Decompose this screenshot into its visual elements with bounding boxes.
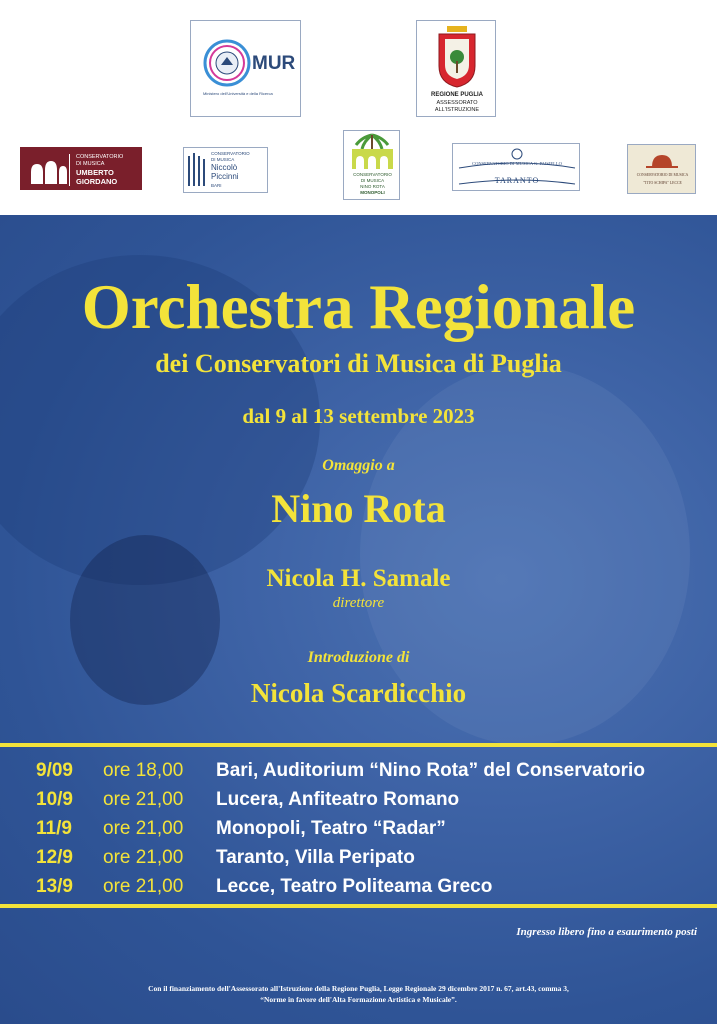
- conductor-name: Nicola H. Samale: [266, 565, 451, 592]
- piccinni-line1: CONSERVATORIO: [211, 151, 250, 156]
- schipa-line2: "TITO SCHIPA" LECCE: [643, 181, 682, 185]
- regione-puglia-logo: [416, 20, 496, 117]
- schedule-date: 9/09: [36, 760, 73, 781]
- schedule-date: 11/9: [36, 818, 72, 839]
- puglia-line2: ASSESSORATO: [436, 100, 478, 106]
- conductor-role: direttore: [332, 595, 385, 611]
- giordano-arches-icon: [21, 148, 71, 190]
- schedule-date: 10/9: [36, 789, 73, 810]
- homage-name: Nino Rota: [271, 486, 446, 531]
- schedule-row: [0, 818, 717, 847]
- rota-line2: DI MUSICA: [360, 178, 385, 183]
- rota-monopoli-logo: [343, 130, 400, 200]
- rota-line3: NINO ROTA: [360, 184, 385, 189]
- orchestra-title: Orchestra Regionale: [81, 272, 636, 342]
- orchestra-subtitle: dei Conservatori di Musica di Puglia: [155, 349, 562, 378]
- schedule-time: ore 21,00: [103, 847, 184, 868]
- paisiello-taranto-logo: [452, 143, 580, 191]
- piccinni-logo: [183, 147, 268, 193]
- schipa-emblem-icon: [628, 145, 696, 175]
- entry-note: Ingresso libero fino a esaurimento posti: [516, 926, 697, 938]
- schedule-place: Monopoli, Teatro “Radar”: [216, 818, 446, 839]
- giordano-line2: DI MUSICA: [76, 161, 105, 167]
- paisiello-line1: CONSERVATORIO DI MUSICA G. PAISIELLO: [472, 161, 562, 166]
- schedule-row: [0, 760, 717, 789]
- schedule-time: ore 21,00: [103, 876, 184, 897]
- piccinni-line2: DI MUSICA: [211, 157, 235, 162]
- mur-title: MUR: [252, 53, 296, 74]
- schedule-row: [0, 847, 717, 876]
- schedule-row: [0, 789, 717, 818]
- schedule-date: 12/9: [36, 847, 73, 868]
- piccinni-line4: Piccinni: [211, 172, 239, 181]
- schedule-date: 13/9: [36, 876, 73, 897]
- schedule-bottom-line: [0, 904, 717, 908]
- schedule-place: Taranto, Villa Peripato: [216, 847, 415, 868]
- rota-line1: CONSERVATORIO: [353, 172, 392, 177]
- intro-label: Introduzione di: [307, 649, 410, 666]
- paisiello-line2: TARANTO: [494, 176, 540, 185]
- rota-palm-arches-icon: [344, 131, 400, 171]
- piccinni-line3: Niccolò: [211, 163, 238, 172]
- funding-line-1: Con il finanziamento dell'Assessorato all'Istruzione della Regione Puglia, Legge Regionale 29 dicembre 2017 n. 67, art.43, comma 3,: [148, 984, 569, 993]
- puglia-crest-icon: [417, 21, 496, 91]
- schedule-place: Lecce, Teatro Politeama Greco: [216, 876, 493, 897]
- giordano-line1: CONSERVATORIO: [76, 154, 124, 160]
- tito-schipa-logo: [627, 144, 696, 194]
- schedule-top-line: [0, 743, 717, 747]
- giordano-line3: UMBERTO: [76, 168, 114, 177]
- schipa-line1: CONSERVATORIO DI MUSICA: [636, 173, 689, 177]
- giordano-logo: [20, 147, 142, 190]
- mur-logo: [190, 20, 301, 117]
- funding-line-2: “Norme in favore dell'Alta Formazione Artistica e Musicale”.: [260, 995, 457, 1004]
- mur-subtitle: Ministero dell'Università e della Ricerca: [203, 91, 273, 96]
- homage-label: Omaggio a: [322, 457, 395, 474]
- event-dates: dal 9 al 13 settembre 2023: [242, 404, 475, 428]
- schedule-time: ore 21,00: [103, 818, 184, 839]
- poster-body: [0, 215, 717, 1024]
- puglia-line1: REGIONE PUGLIA: [430, 92, 483, 98]
- giordano-line4: GIORDANO: [76, 177, 118, 186]
- schedule-place: Bari, Auditorium “Nino Rota” del Conservatorio: [216, 760, 645, 781]
- logo-header: [0, 0, 717, 215]
- piccinni-line5: BARI: [211, 183, 222, 188]
- intro-name: Nicola Scardicchio: [250, 678, 467, 708]
- schedule-row: [0, 876, 717, 905]
- schedule-time: ore 21,00: [103, 789, 184, 810]
- rota-line4: MONOPOLI: [360, 190, 385, 195]
- schedule-place: Lucera, Anfiteatro Romano: [216, 789, 460, 810]
- piccinni-pipes-icon: [184, 148, 208, 193]
- puglia-line3: ALL'ISTRUZIONE: [434, 107, 480, 113]
- schedule-time: ore 18,00: [103, 760, 184, 781]
